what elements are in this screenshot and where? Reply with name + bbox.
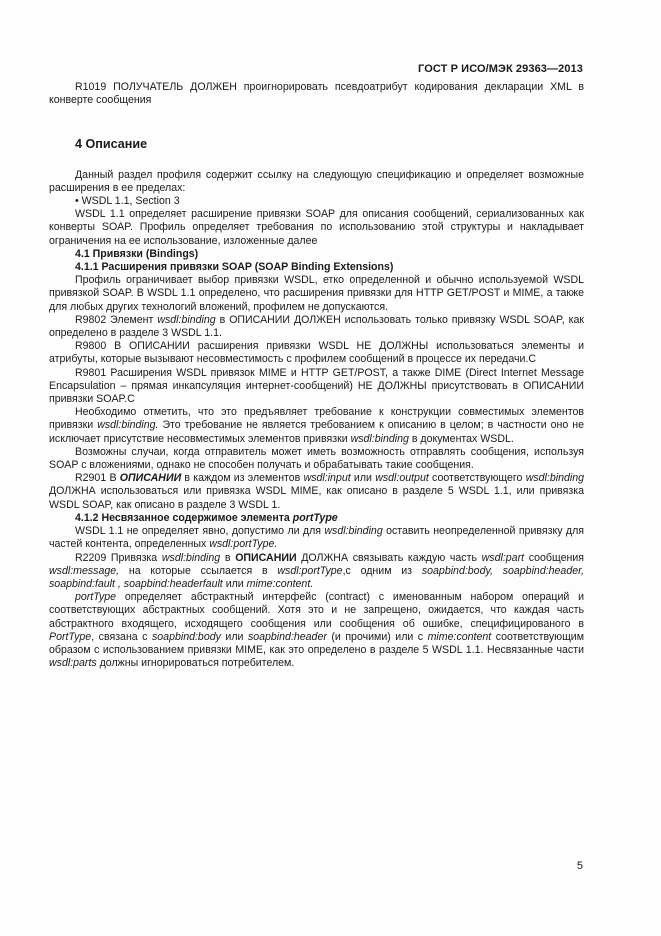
paragraph-r9801: R9801 Расширения WSDL привязок MIME и HTTP GET/POST, а также DIME (Direct Internet Message Encapsulation – прямая инкапсуляция интернет-сообщений) НЕ ДОЛЖНЫ присутствовать в ОПИСАНИИ привязки SOAP.C (49, 366, 584, 406)
standard-header: ГОСТ Р ИСО/МЭК 29363—2013 (418, 63, 583, 75)
heading-4-1-2: 4.1.2 Несвязанное содержимое элемента portType (75, 511, 338, 524)
paragraph-r9802: R9802 Элемент wsdl:binding в ОПИСАНИИ ДОЛЖЕН использовать только привязку WSDL SOAP, как определено в разделе 3 WSDL 1.1. (49, 313, 584, 340)
bullet-wsdl: • WSDL 1.1, Section 3 (75, 195, 180, 208)
paragraph-r2901: R2901 В ОПИСАНИИ в каждом из элементов wsdl:input или wsdl:output соответствующего wsdl:binding ДОЛЖНА использоваться или привязка WSDL MIME, как описано в разделе 5 WSDL 1.1, или привязка WSDL SOAP, как описано в разделе 3 WSDL 1. (49, 472, 584, 511)
heading-4-1-1: 4.1.1 Расширения привязки SOAP (SOAP Binding Extensions) (75, 261, 394, 274)
heading-4-1: 4.1 Привязки (Bindings) (75, 247, 199, 260)
paragraph-wsdl-not-defines: WSDL 1.1 не определяет явно, допустимо ли для wsdl:binding оставить неопределенной привязку для частей контента, определенных wsdl:portType. (49, 525, 584, 551)
paragraph-profile-limits: Профиль ограничивает выбор привязки WSDL, етко определенной и обычно используемой WSDL привязкой SOAP. В WSDL 1.1 определено, что расширения привязки для HTTP GET/POST и MIME, а также для любых других технологий вложений, профилем не допускаются. (49, 274, 584, 313)
section-title: 4 Описание (75, 137, 148, 152)
page-number: 5 (576, 860, 583, 872)
paragraph-note: Необходимо отметить, что это предъявляет требование к конструкции совместимых элементов привязки wsdl:binding. Это требование не является требованием к описанию в целом; в частности оно не исключает присутствие несовместимых элементов привязки wsdl:binding в документах WSDL. (49, 406, 584, 445)
paragraph-possible: Возможны случаи, когда отправитель может иметь возможность отправлять сообщения, используя SOAP с вложениями, однако не способен получать и обрабатывать такие сообщения. (49, 445, 584, 472)
paragraph-r9800: R9800 В ОПИСАНИИ расширения привязки WSDL НЕ ДОЛЖНЫ использоваться элементы и атрибуты, которые вызывают несовместимость с профилем сообщений в процессе их передачи.C (49, 340, 584, 366)
paragraph-porttype: portType определяет абстрактный интерфейс (contract) с именованным набором операций и соответствующих абстрактных сообщений. Хотя это и не запрещено, ожидается, что каждая часть абстрактного входящего, исходящего сообщения или сообщения об ошибке, специфицированого в PortType, связана с soapbind:body или soapbind:header (и прочими) или с mime:content соответствующим образом с использованием привязки MIME, как это определено в разделе 5 WSDL 1.1. Несвязанные части wsdl:parts должны игнорироваться потребителем. (49, 591, 585, 670)
paragraph-intro: Данный раздел профиля содержит ссылку на следующую спецификацию и определяет возможные расширения в ее пределах: (49, 168, 584, 194)
paragraph-r1019: R1019 ПОЛУЧАТЕЛЬ ДОЛЖЕН проигнорировать псевдоатрибут кодирования декларации XML в конверте сообщения (49, 81, 584, 107)
paragraph-r2209: R2209 Привязка wsdl:binding в ОПИСАНИИ ДОЛЖНА связывать каждую часть wsdl:part сообщения wsdl:message, на которые ссылается в wsdl:portType,с одним из soapbind:body, soapbind:header, soapbind:fault , soapbind:headerfault или mime:content. (49, 551, 584, 590)
paragraph-wsdl-defines: WSDL 1.1 определяет расширение привязки SOAP для описания сообщений, сериализованных как конверты SOAP. Профиль определяет требования по использованию этой структуры и накладывает ограничения на ее использование, изложенные далее (49, 208, 584, 247)
page-content (49, 81, 584, 670)
